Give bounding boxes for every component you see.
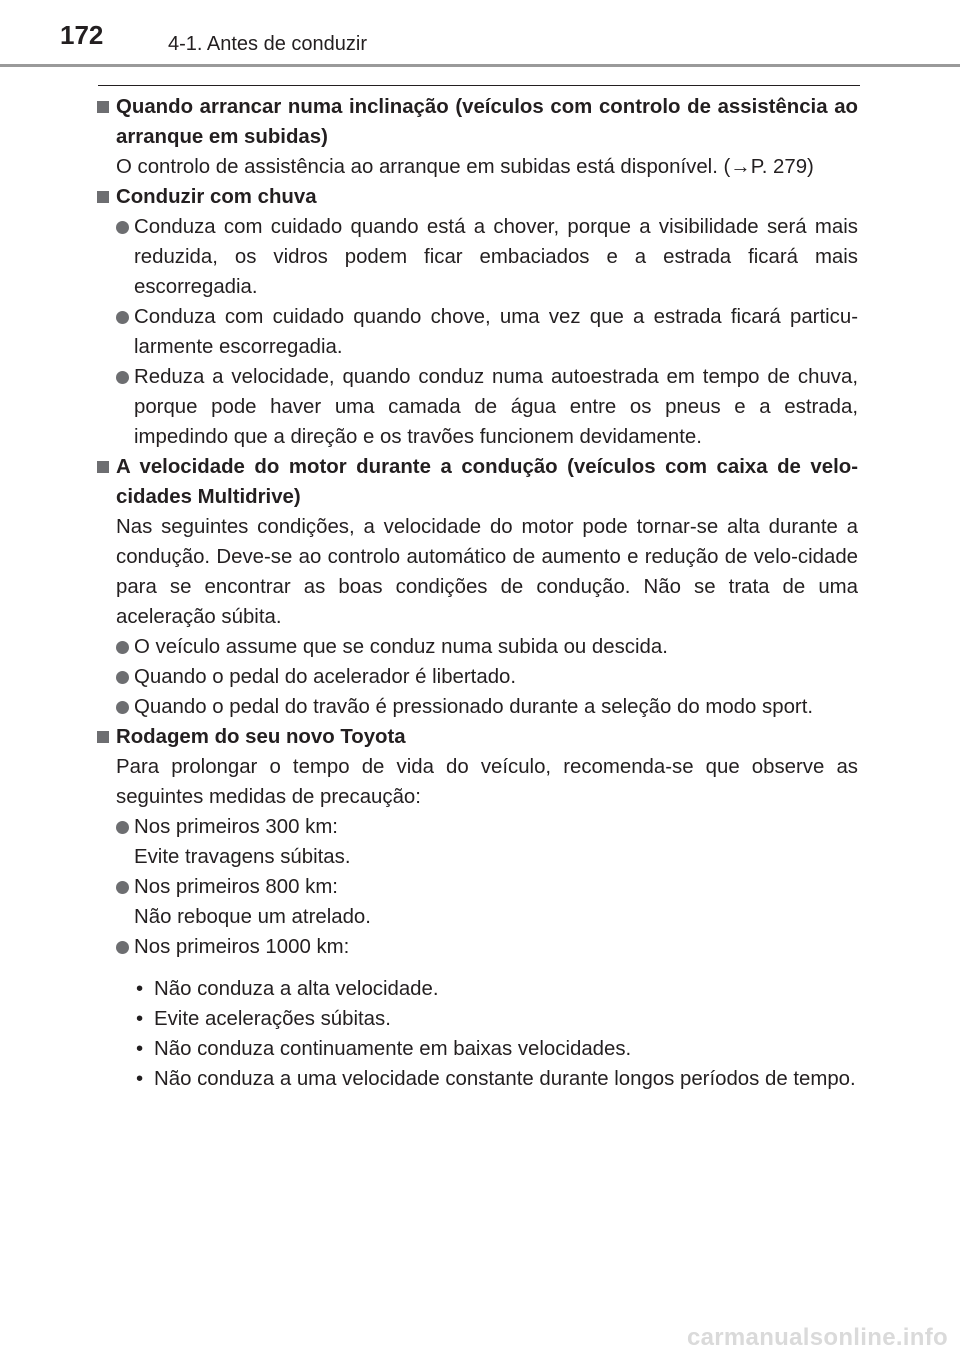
list-item-text: Reduza a velocidade, quando conduz numa autoestrada em tempo de chuva, porque pode haver uma camada de água entre os pneus e a estrada, impedindo que a direção e os travões funcionem devidamente. [134, 366, 858, 448]
list-item-text: Conduza com cuidado quando chove, uma vez que a estrada ficará particu-larmente escorregadia. [134, 306, 858, 358]
heading-text: Conduzir com chuva [116, 186, 317, 208]
header-divider [0, 64, 960, 67]
list-item [96, 662, 858, 692]
circle-bullet-icon [116, 701, 129, 714]
sub-list-item [134, 1064, 858, 1094]
heading-text: Rodagem do seu novo Toyota [116, 726, 406, 748]
list-item [96, 932, 858, 962]
list-item-subtext: Evite travagens súbitas. [134, 846, 351, 868]
heading-rain [96, 182, 858, 212]
heading-text: A velocidade do motor durante a condução (veículos com caixa de velo-cidades Multidrive) [116, 456, 858, 508]
paragraph: Nas seguintes condições, a velocidade do motor pode tornar-se alta durante a condução. Deve-se ao controlo automático de aumento e redução de velo-cidade para se encontrar as boas condições de condução. Não se trata de uma aceleração súbita. [116, 516, 858, 628]
list-item-text: Conduza com cuidado quando está a chover, porque a visibilidade será mais reduzida, os vidros podem ficar embaciados e a estrada ficará mais escorregadia. [134, 216, 858, 298]
circle-bullet-icon [116, 641, 129, 654]
list-item [96, 812, 858, 872]
sub-list-item [134, 974, 858, 1004]
circle-bullet-icon [116, 221, 129, 234]
list-item [96, 362, 858, 452]
paragraph: O controlo de assistência ao arranque em subidas está disponível. (→P. 279) [116, 156, 814, 178]
list-item-text: Quando o pedal do acelerador é libertado. [134, 666, 517, 688]
square-bullet-icon [97, 461, 109, 473]
sub-list-item-text: Não conduza continuamente em baixas velocidades. [154, 1038, 632, 1060]
square-bullet-icon [97, 101, 109, 113]
page-number: 172 [60, 20, 104, 50]
list-item [96, 872, 858, 932]
dot-bullet-icon: • [136, 978, 144, 1000]
list-item-text: Nos primeiros 1000 km: [134, 936, 350, 958]
sub-list [96, 974, 858, 1094]
content-top-rule [98, 85, 860, 86]
heading-text: Quando arrancar numa inclinação (veículos com controlo de assistência ao arranque em subidas) [116, 96, 858, 148]
list-item [96, 302, 858, 362]
list-item-text: Nos primeiros 800 km: [134, 876, 338, 898]
list-item [96, 632, 858, 662]
heading-engine-speed [96, 452, 858, 512]
dot-bullet-icon: • [136, 1038, 144, 1060]
sub-list-item [134, 1034, 858, 1064]
list-item-text: Quando o pedal do travão é pressionado durante a seleção do modo sport. [134, 696, 814, 718]
sub-list-item-text: Não conduza a alta velocidade. [154, 978, 439, 1000]
list-item-text: O veículo assume que se conduz numa subida ou descida. [134, 636, 668, 658]
paragraph: Para prolongar o tempo de vida do veículo, recomenda-se que observe as seguintes medidas de precaução: [116, 756, 858, 808]
sub-list-item-text: Não conduza a uma velocidade constante durante longos períodos de tempo. [154, 1068, 856, 1090]
circle-bullet-icon [116, 371, 129, 384]
circle-bullet-icon [116, 941, 129, 954]
list-item-subtext: Não reboque um atrelado. [134, 906, 371, 928]
list-item [96, 212, 858, 302]
heading-hill-start [96, 92, 858, 152]
heading-break-in [96, 722, 858, 752]
dot-bullet-icon: • [136, 1008, 144, 1030]
circle-bullet-icon [116, 821, 129, 834]
sub-list-item [134, 1004, 858, 1034]
list-item [96, 692, 858, 722]
circle-bullet-icon [116, 311, 129, 324]
circle-bullet-icon [116, 881, 129, 894]
sub-list-item-text: Evite acelerações súbitas. [154, 1008, 391, 1030]
circle-bullet-icon [116, 671, 129, 684]
section-title: 4-1. Antes de conduzir [168, 33, 368, 55]
square-bullet-icon [97, 191, 109, 203]
square-bullet-icon [97, 731, 109, 743]
list-item-text: Nos primeiros 300 km: [134, 816, 338, 838]
watermark: carmanualsonline.info [686, 1324, 948, 1351]
dot-bullet-icon: • [136, 1068, 144, 1090]
page-content [96, 92, 858, 1094]
